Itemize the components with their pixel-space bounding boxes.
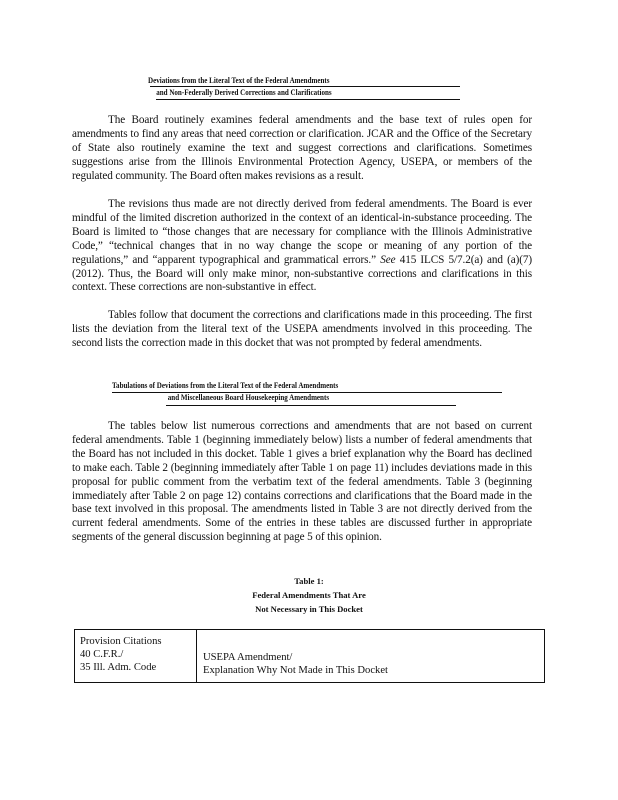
table-title [200,574,418,616]
heading-rule [156,99,460,100]
header-text: 35 Ill. Adm. Code [80,662,157,674]
header-text: Explanation Why Not Made in This Docket [203,665,388,677]
column-divider [196,630,197,682]
paragraph-text: Tables follow that document the corrections and clarifications made in this proceeding. The first lists the deviation from the literal text of the USEPA amendments involved in this proceeding. The second lists the correction made in this docket that was not prompted by federal amendments. [72,309,532,349]
paragraph-text: The tables below list numerous corrections and amendments that are not based on current federal amendments. Table 1 (beginning immediately below) lists a number of federal amendments that the Board has not included in this docket. Table 1 gives a brief explanation why the Board has declined to make each. Table 2 (beginning immediately after Table 1 on page 11) includes deviations made in this proposal for public comment from the verbatim text of the federal amendments. Table 3 (beginning immediately after Table 2 on page 12) contains corrections and clarifications that the Board made in the base text involved in this proposal. The amendments listed in Table 3 are not directly derived from the current federal amendments. Some of the entries in these tables are discussed further in appropriate segments of the general discussion beginning at page 5 of this opinion. [72,420,532,544]
paragraph-limited-discretion [72,198,532,295]
citation-signal: See [380,253,396,266]
table-header [74,629,545,683]
section-heading-tabulations [112,379,368,403]
header-text: 40 C.F.R./ [80,649,124,661]
table-title-line: Federal Amendments That Are [252,590,366,600]
section-heading-line: Deviations from the Literal Text of the Federal Amendments [148,75,330,85]
header-text: USEPA Amendment/ [203,652,293,663]
header-text: Provision Citations [80,636,162,647]
heading-rule [112,392,502,393]
section-heading-line: and Miscellaneous Board Housekeeping Amendments [167,392,330,402]
table-header-cell-explanation [203,651,388,677]
paragraph-text: The revisions thus made are not directly derived from federal amendments. The Board is ever mindful of the limited discretion authorized in the context of an identical-in-substance proceeding. The Board is limited to “those changes that are necessary for compliance with the Illinois Administrative Code,” “technical changes that in no way change the scope or meaning of any portion of the regulations,” and “apparent typographical and grammatical errors.” [72,198,532,266]
table-title-line: Table 1: [294,576,324,586]
table-header-cell-citations [80,635,162,675]
heading-rule [166,405,456,406]
table-title-line: Not Necessary in This Docket [255,604,363,614]
paragraph-tables-below [72,420,532,545]
paragraph-tables-follow [72,309,532,351]
paragraph-text: The Board routinely examines federal amendments and the base text of rules open for amendments to find any areas that need correction or clarification. JCAR and the Office of the Secretary of State also routinely examine the text and suggest corrections and clarifications. Sometimes suggestions arise from the Illinois Environmental Protection Agency, USEPA, or members of the regulated community. The Board often makes revisions as a result. [72,114,532,182]
paragraph-routine-examination [72,114,532,184]
section-heading-line: Tabulations of Deviations from the Literal Text of the Federal Amendments [112,380,339,390]
paragraph-text: 415 ILCS 5/7.2(a) and (a)(7) (2012). Thus, the Board will only make minor, non-substantive corrections and clarifications in this context. These corrections are non-substantive in effect. [72,253,532,294]
heading-rule [150,86,460,87]
section-heading-line: and Non-Federally Derived Corrections and Clarifications [156,87,332,97]
